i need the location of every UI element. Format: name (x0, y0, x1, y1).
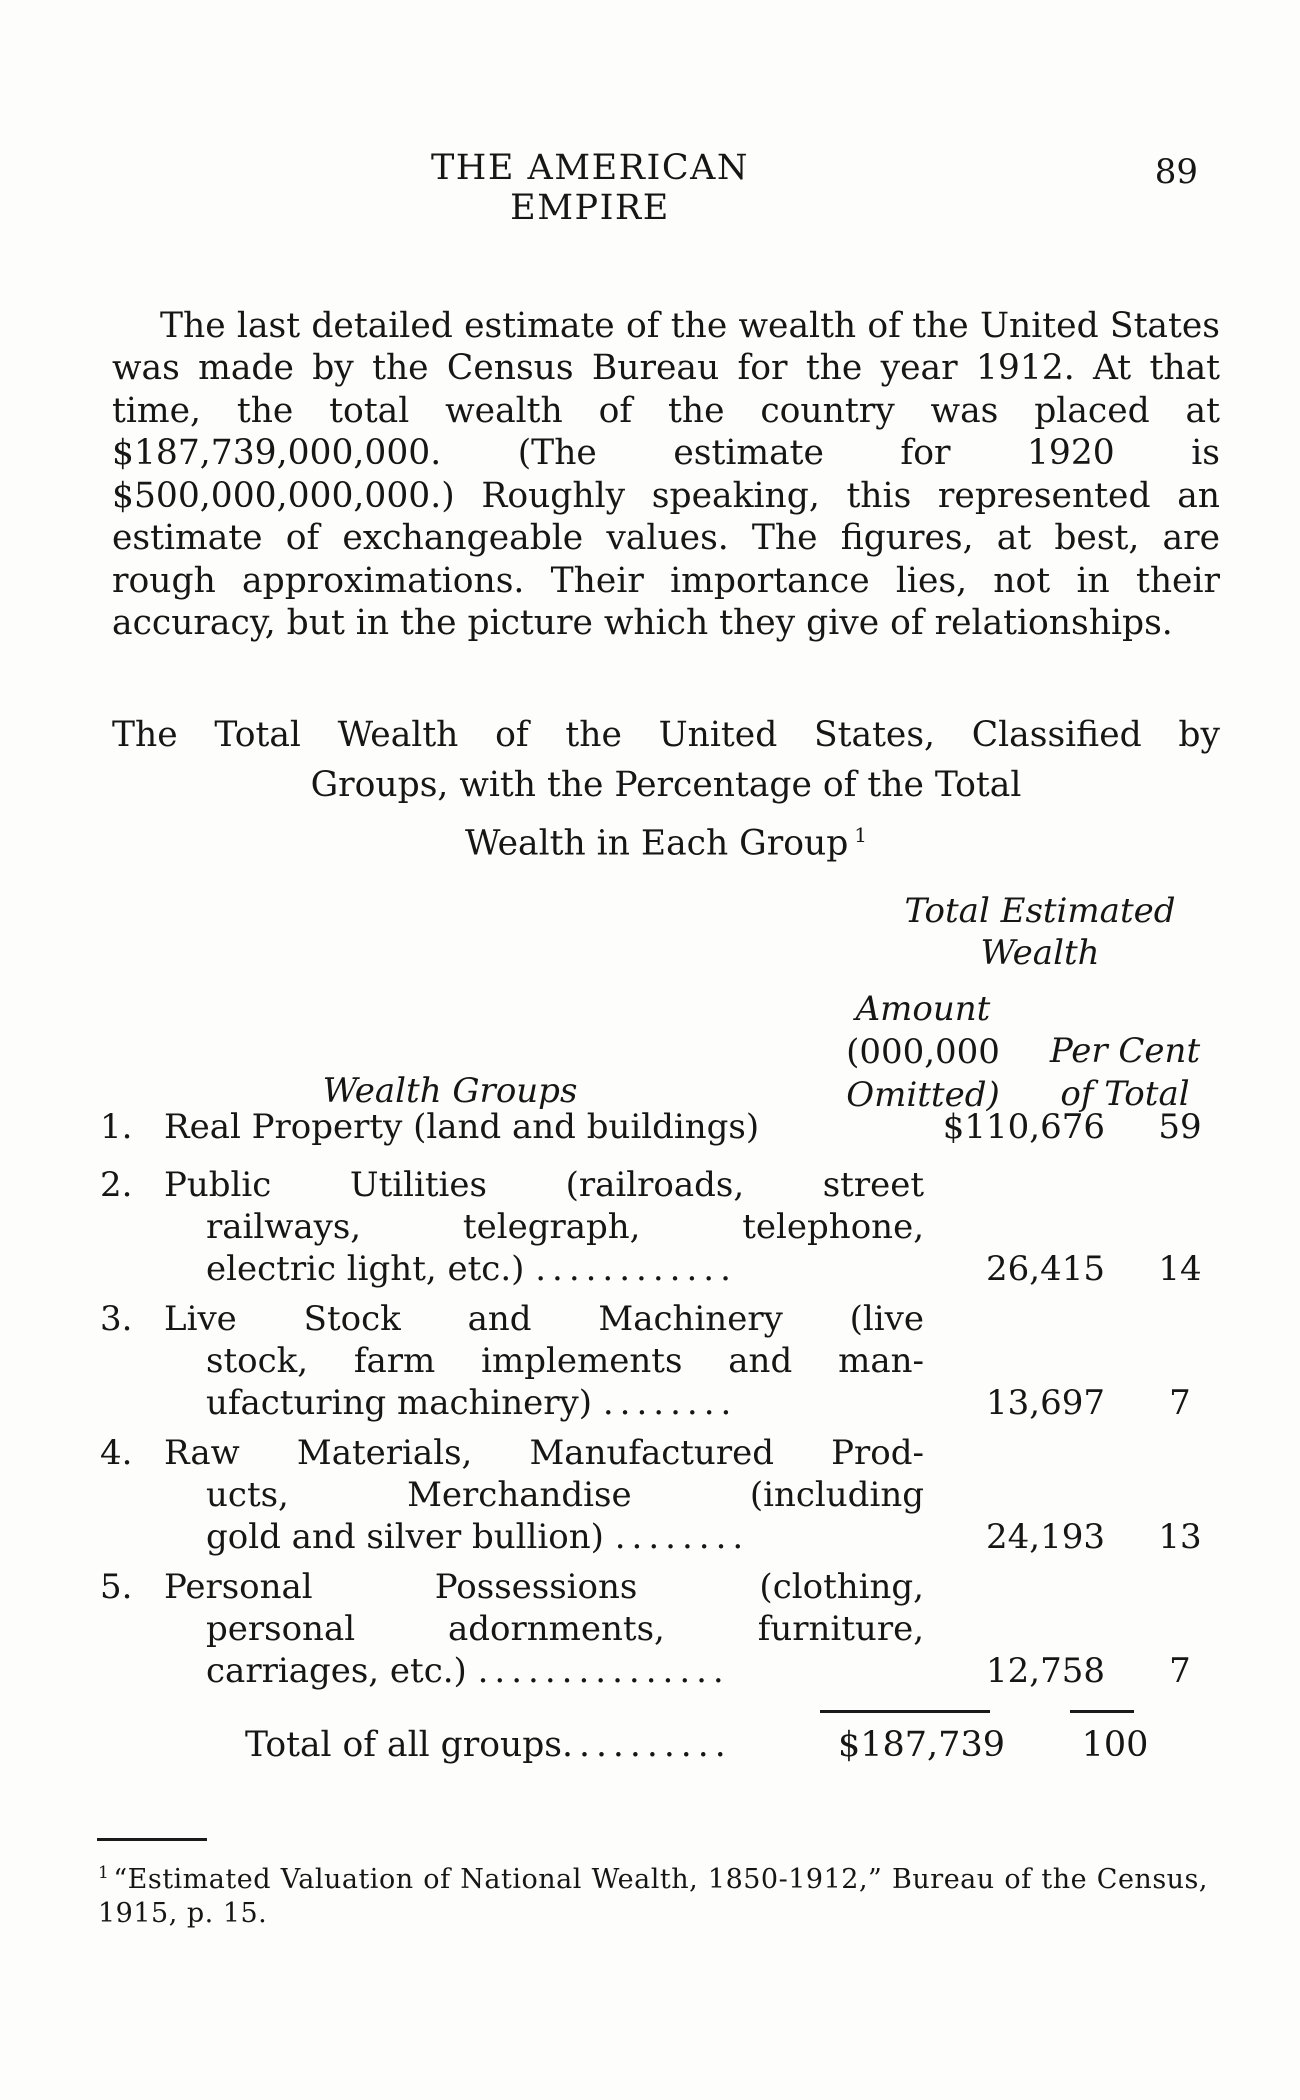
row-description (164, 1298, 924, 1424)
caption-line-1: The Total Wealth of the United States, Classified by (112, 715, 1220, 755)
row-line-with-leader (206, 1650, 924, 1692)
dot-leader: .......... (562, 1725, 732, 1765)
row-percent: 7 (1169, 1651, 1191, 1691)
footnote-rule (97, 1838, 207, 1841)
row-number: 4. (100, 1433, 133, 1473)
row-description (164, 1164, 924, 1290)
table-caption (112, 710, 1220, 869)
page-number: 89 (1154, 152, 1198, 192)
total-amount: $187,739 (837, 1725, 1005, 1765)
row-amount: 26,415 (986, 1249, 1105, 1289)
caption-line-3-text: Wealth in Each Group (464, 823, 849, 864)
running-head: THE AMERICAN EMPIRE (430, 148, 750, 228)
total-percent: 100 (1081, 1725, 1149, 1765)
footnote-text: “Estimated Valuation of National Wealth, 1850-1912,” Bureau of the Census, 1915, p. 15. (98, 1864, 1208, 1929)
caption-footnote-ref: 1 (854, 823, 868, 847)
amount-total-rule (820, 1710, 990, 1713)
row-description (164, 1432, 924, 1558)
row-amount: $110,676 (942, 1107, 1105, 1147)
header-percent-line-2: of Total (1060, 1074, 1190, 1114)
row-line: ucts, Merchandise (including (206, 1475, 924, 1515)
row-percent: 7 (1169, 1383, 1191, 1423)
row-description (164, 1106, 924, 1148)
row-line: Real Property (land and buildings) (164, 1107, 760, 1147)
row-amount: 12,758 (986, 1651, 1105, 1691)
total-label-text: Total of all groups (245, 1725, 563, 1765)
page-header (110, 148, 1220, 228)
header-amount-line-2: (000,000 (846, 1032, 1000, 1072)
header-percent (1030, 1030, 1220, 1116)
header-wealth-groups: Wealth Groups (322, 1071, 578, 1111)
row-line: Raw Materials, Manufactured Prod- (164, 1433, 924, 1473)
header-percent-line-1: Per Cent (1049, 1031, 1201, 1071)
row-percent: 13 (1158, 1517, 1202, 1557)
header-total-line-2: Wealth (980, 933, 1100, 973)
row-line-with-leader (206, 1516, 924, 1558)
row-line: ufacturing machinery) (206, 1383, 593, 1423)
header-amount-line-1: Amount (855, 989, 991, 1029)
footnote (98, 1856, 1208, 1931)
row-percent: 14 (1158, 1249, 1202, 1289)
header-amount-line-3: Omitted) (846, 1075, 1000, 1115)
header-total-line-1: Total Estimated (904, 891, 1176, 931)
row-description (164, 1566, 924, 1692)
header-amount (818, 988, 1028, 1117)
footnote-mark: 1 (98, 1863, 110, 1883)
header-total-estimated-wealth (860, 890, 1220, 974)
row-number: 1. (100, 1107, 133, 1147)
row-line-with-leader (206, 1382, 924, 1424)
row-line: railways, telegraph, telephone, (206, 1207, 924, 1247)
row-percent: 59 (1158, 1107, 1202, 1147)
row-line: carriages, etc.) (206, 1651, 467, 1691)
total-label (245, 1723, 815, 1767)
row-line: Public Utilities (railroads, street (164, 1165, 924, 1205)
row-number: 5. (100, 1567, 133, 1607)
dot-leader: ........ (614, 1517, 750, 1557)
row-line: stock, farm implements and man- (206, 1341, 924, 1381)
dot-leader: ............... (477, 1651, 730, 1691)
caption-line-3 (112, 810, 1220, 869)
row-line-with-leader (206, 1248, 924, 1290)
row-line: personal adornments, furniture, (206, 1609, 924, 1649)
dot-leader: ............ (535, 1249, 737, 1289)
row-amount: 13,697 (986, 1383, 1105, 1423)
row-line: Personal Possessions (clothing, (164, 1567, 924, 1607)
dot-leader: ........ (602, 1383, 738, 1423)
row-amount: 24,193 (986, 1517, 1105, 1557)
caption-line-2: Groups, with the Percentage of the Total (310, 765, 1022, 805)
row-line: electric light, etc.) (206, 1249, 525, 1289)
row-number: 2. (100, 1165, 133, 1205)
percent-total-rule (1070, 1710, 1134, 1713)
row-number: 3. (100, 1299, 133, 1339)
row-line: Live Stock and Machinery (live (164, 1299, 924, 1339)
intro-paragraph: The last detailed estimate of the wealth of the United States was made by the Census Bureau for the year 1912. At that time, the total wealth of the country was placed at $187,739,000,000. (The estimate for 1920 is $500,000,000,000.) Roughly speaking, this represented an estimate of exchangeable values. The figures, at best, are rough approximations. Their importance lies, not in their accuracy, but in the picture which they give of relationships. (112, 305, 1220, 643)
row-line: gold and silver bullion) (206, 1517, 604, 1557)
